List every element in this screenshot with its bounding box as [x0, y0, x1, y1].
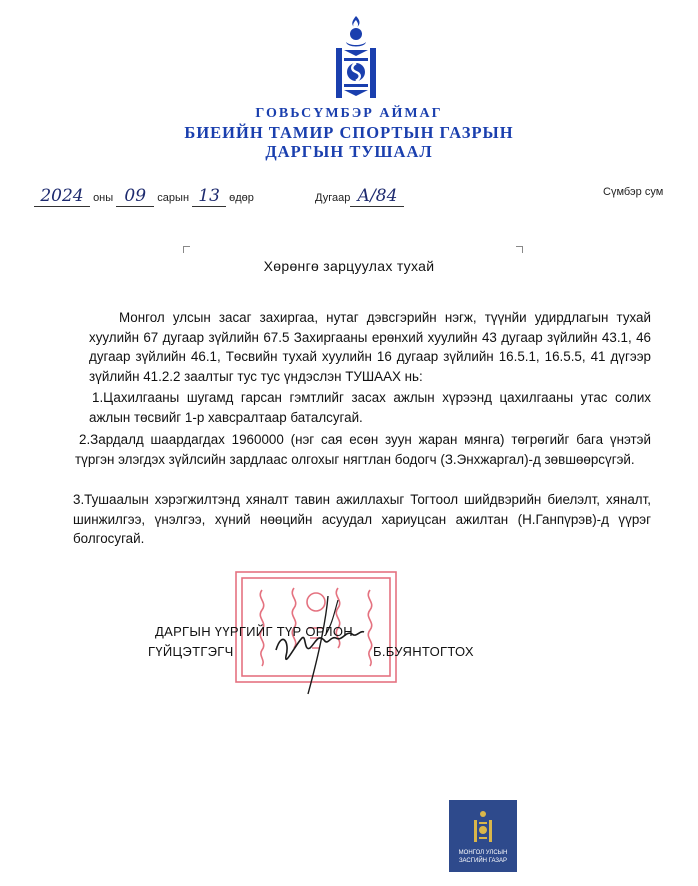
day-value: 13 [192, 186, 226, 207]
header-document-type: ДАРГЫН ТУШААЛ [265, 142, 433, 161]
seal-line1: МОНГОЛ УЛСЫН [458, 850, 508, 856]
body-paragraph-2 [75, 430, 651, 469]
number-label: Дугаар [315, 192, 351, 204]
paragraph-text: Монгол улсын засаг захиргаа, нутаг дэвсгэрийн нэгж, түүнйи удирдлагын тухай хуулийн 67 дугаар зүйлийн 67.5 Захиргааны ерөнхий хуулийн 43 дугаар зүйлийн 43.1, 46 дугаар зүйлийн 46.1, Төсвийн тухай хуулийн 16 дугаар зүйлийн 16.5.1, 16.5.5, 41 дүгээр зүйлийн 41.2.2 заалтыг тус тус үндэслэн ТУШААХ нь: [89, 310, 651, 384]
handwritten-signature-icon [268, 590, 378, 700]
subject-corner-mark [183, 246, 190, 253]
body-paragraph-3 [73, 490, 651, 549]
paragraph: 1.Цахилгааны шугамд гарсан гэмтлийг засах ажлын хүрээнд цахилгааны утас солих ажлын төсвийг 1-р хавсралтаар баталсугай. [89, 390, 651, 425]
signer-name: Б.БУЯНТОГТОХ [373, 644, 474, 659]
date-line [34, 186, 254, 207]
government-seal-emblem-icon [473, 808, 493, 844]
month-suffix: сарын [157, 192, 190, 204]
paragraph: 3.Тушаалын хэрэгжилтэнд хяналт тавин ажиллахыг Тогтоол шийдвэрийн биелэлт, хяналт, шинжилгээ, үнэлгээ, хүний нөөцийн асуудал хариуцсан ажилтан (Н.Ганпүрэв)-д үүрэг болгосугай. [73, 492, 651, 546]
government-seal [449, 800, 517, 872]
header-organization: БИЕИЙН ТАМИР СПОРТЫН ГАЗРЫН [184, 123, 514, 142]
day-suffix: өдөр [229, 192, 254, 204]
seal-line2: ЗАСГИЙН ГАЗАР [458, 858, 508, 864]
paragraph [89, 308, 651, 386]
number-line [315, 186, 404, 207]
body-paragraph-1 [89, 388, 651, 427]
year-suffix: оны [93, 192, 114, 204]
body-paragraph-intro [89, 308, 651, 386]
subject-title: Хөрөнгө зарцуулах тухай [263, 258, 435, 274]
month-value: 09 [116, 186, 154, 207]
subject-corner-mark [516, 246, 523, 253]
paragraph: 2.Зардалд шаардагдах 1960000 (нэг сая есөн зуун жаран мянга) төгрөгийг бага үнэтэй түргэн элэгдэх зүйлсийн зардлаас олгохыг нягтлан бодогч (З.Энхжаргал)-д зөвшөөрсүгэй. [75, 432, 651, 467]
soyombo-emblem-icon [332, 14, 380, 102]
number-value: А/84 [350, 186, 404, 207]
year-value: 2024 [34, 186, 90, 207]
signer-title-line2: ГҮЙЦЭТГЭГЧ [148, 644, 234, 659]
header-aimag: ГОВЬСҮМБЭР АЙМАГ [255, 106, 443, 121]
place: Сүмбэр сум [603, 186, 664, 198]
signer-title-line1: ДАРГЫН ҮҮРГИЙГ ТҮР ОРЛОН [155, 624, 353, 639]
